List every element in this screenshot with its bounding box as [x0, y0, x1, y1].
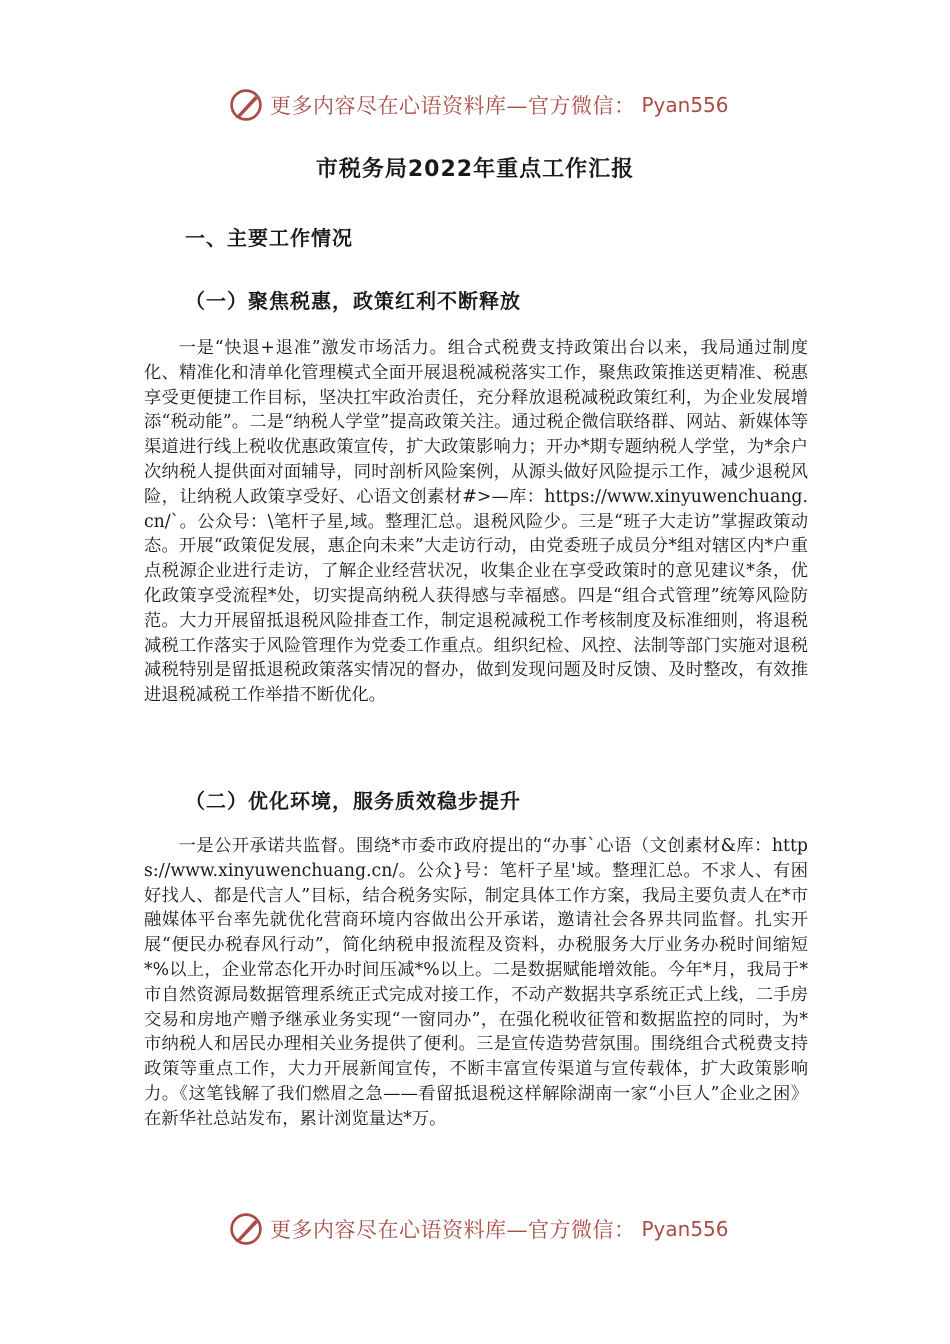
header-watermark: [228, 84, 748, 126]
watermark-text: 更多内容尽在心语资料库—官方微信：: [270, 1218, 636, 1242]
watermark-text: 更多内容尽在心语资料库—官方微信：: [270, 94, 636, 118]
subsection-body-1: 一是“快退+退准”激发市场活力。组合式税费支持政策出台以来，我局通过制度化、精准化和清单化管理模式全面开展退税减税落实工作，聚焦政策推送更精准、税惠享受更便捷工作目标，坚决扛牢政治责任，充分释放退税减税政策红利，为企业发展增添“税动能”。二是“纳税人学堂”提高政策关注。通过税企微信联络群、网站、新媒体等渠道进行线上税收优惠政策宣传，扩大政策影响力；开办*期专题纳税人学堂，为*余户次纳税人提供面对面辅导，同时剖析风险案例，从源头做好风险提示工作，减少退税风险，让纳税人政策享受好、心语文创素材#>—库：https://www.xinyuwenchuang.cn/`。公众号：\笔杆子星,域。整理汇总。退税风险少。三是“班子大走访”掌握政策动态。开展“政策促发展，惠企向未来”大走访行动，由党委班子成员分*组对辖区内*户重点税源企业进行走访，了解企业经营状况，收集企业在享受政策时的意见建议*条，优化政策享受流程*处，切实提高纳税人获得感与幸福感。四是“组合式管理”统筹风险防范。大力开展留抵退税风险排查工作，制定退税减税工作考核制度及标准细则，将退税减税工作落实于风险管理作为党委工作重点。组织纪检、风控、法制等部门实施对退税减税特别是留抵退税政策落实情况的督办，做到发现问题及时反馈、及时整改，有效推进退税减税工作举措不断优化。: [144, 338, 808, 706]
watermark-wechat-id: Pyan556: [641, 1217, 729, 1241]
document-title: 市税务局2022年重点工作汇报: [315, 157, 635, 182]
subsection-heading-2: （二）优化环境，服务质效稳步提升: [185, 789, 521, 813]
footer-watermark: [228, 1208, 748, 1250]
quill-pen-logo-icon: [228, 1211, 264, 1247]
subsection-heading-1: （一）聚焦税惠，政策红利不断释放: [185, 289, 521, 313]
subsection-body-2: 一是公开承诺共监督。围绕*市委市政府提出的“办事`心语（文创素材&库：https://www.xinyuwenchuang.cn/。公众}号：笔杆子星'域。整理汇总。不求人、有困好找人、都是代言人”目标，结合税务实际，制定具体工作方案，我局主要负责人在*市融媒体平台率先就优化营商环境内容做出公开承诺，邀请社会各界共同监督。扎实开展“便民办税春风行动”，简化纳税申报流程及资料，办税服务大厅业务办税时间缩短*%以上，企业常态化开办时间压减*%以上。二是数据赋能增效能。今年*月，我局于*市自然资源局数据管理系统正式完成对接工作，不动产数据共享系统正式上线，二手房交易和房地产赠予继承业务实现“一窗同办”，在强化税收征管和数据监控的同时，为*市纳税人和居民办理相关业务提供了便利。三是宣传造势营氛围。围绕组合式税费支持政策等重点工作，大力开展新闻宣传，不断丰富宣传渠道与宣传载体，扩大政策影响力。《这笔钱解了我们燃眉之急——看留抵退税这样解除湖南一家“小巨人”企业之困》在新华社总站发布，累计浏览量达*万。: [144, 836, 808, 1129]
section-heading: 一、主要工作情况: [185, 226, 353, 250]
quill-pen-logo-icon: [228, 87, 264, 123]
watermark-wechat-id: Pyan556: [641, 93, 729, 117]
